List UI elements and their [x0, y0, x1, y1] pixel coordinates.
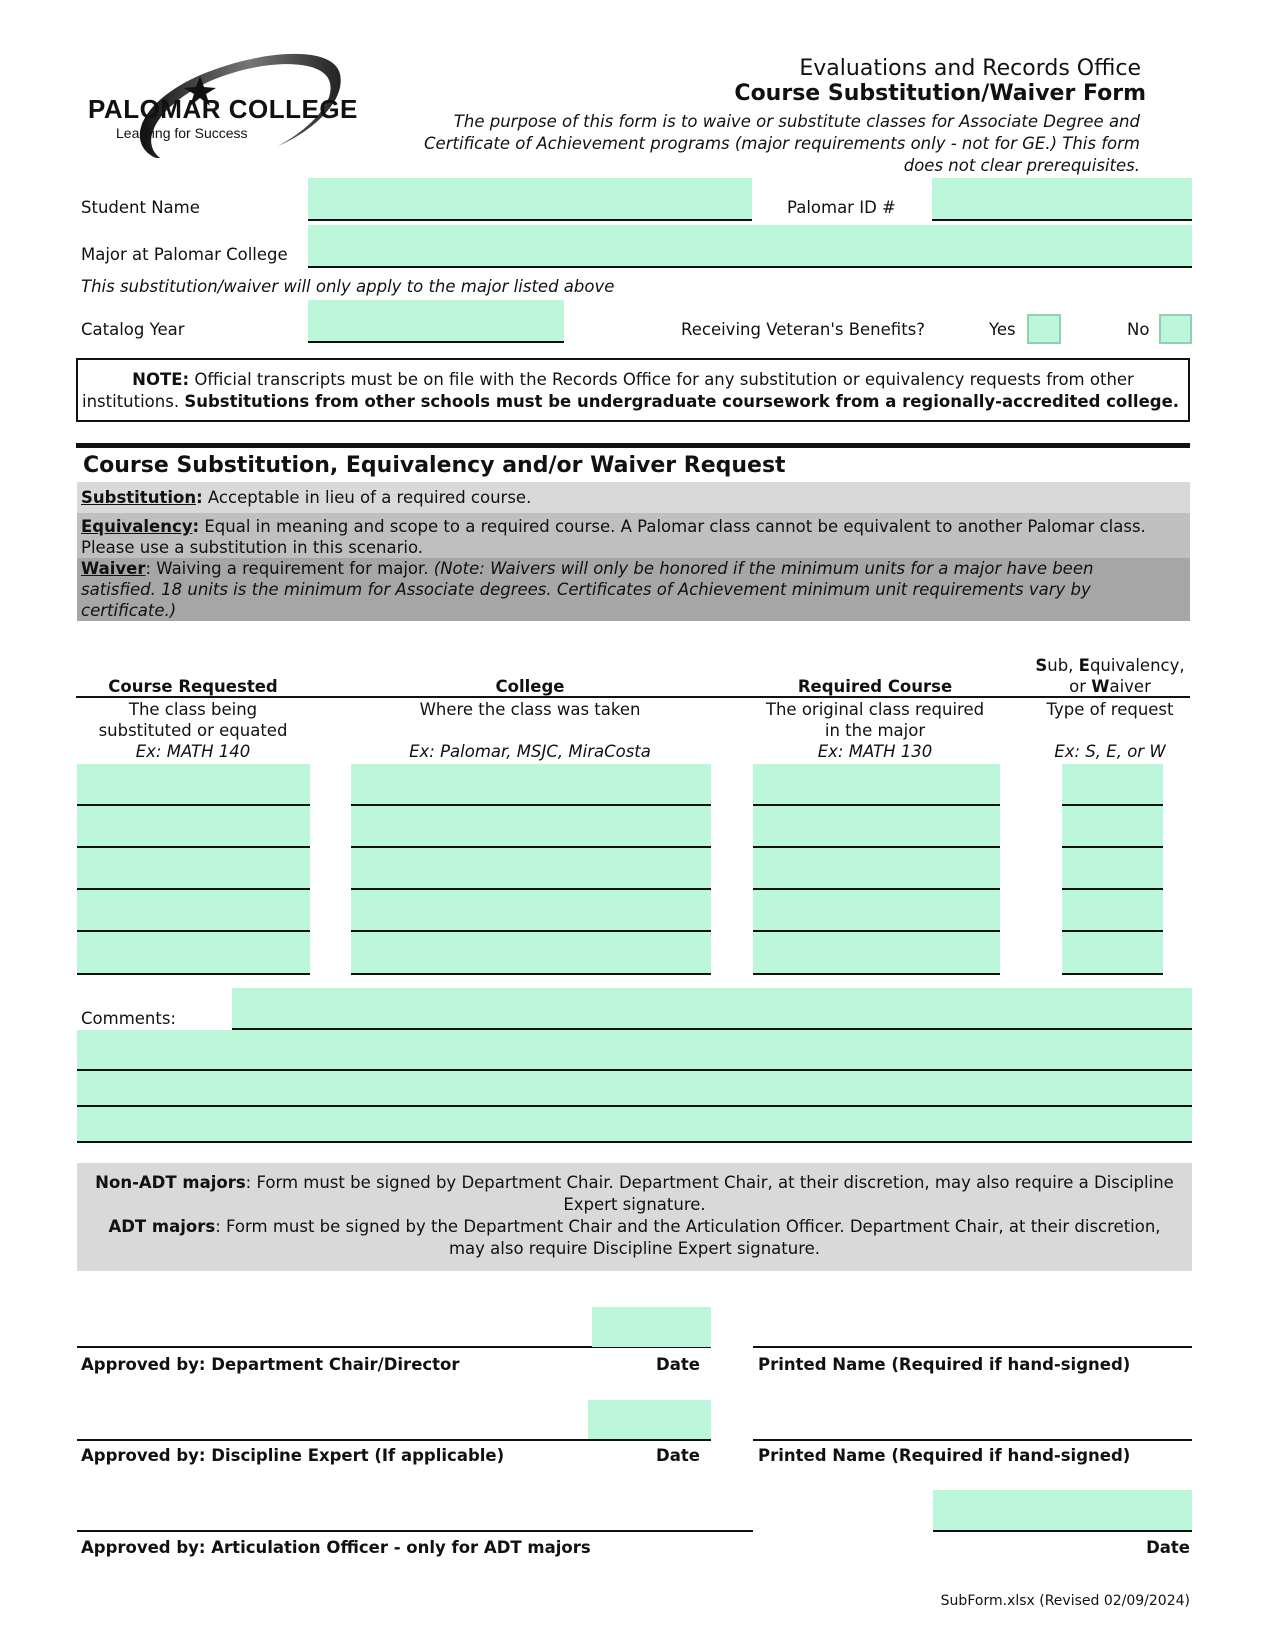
table-row-3 — [0, 848, 1274, 890]
veteran-no-label: No — [1127, 320, 1150, 339]
row-3-college-field[interactable] — [351, 848, 711, 890]
section-divider — [76, 443, 1190, 448]
table-row-2 — [0, 806, 1274, 848]
col-college-example: Ex: Palomar, MSJC, MiraCosta — [409, 742, 651, 761]
office-name: Evaluations and Records Office — [799, 56, 1141, 81]
equivalency-def-2: Please use a substitution in this scenario. — [81, 538, 423, 557]
equivalency-def-1: Equal in meaning and scope to a required course. A Palomar class cannot be equivalent to another Palomar class. — [199, 517, 1146, 536]
palomar-id-field[interactable] — [932, 178, 1192, 221]
articulation-signature-line[interactable] — [77, 1490, 753, 1532]
note-line-1 — [78, 369, 1188, 391]
chair-approval-label: Approved by: Department Chair/Director — [81, 1355, 460, 1374]
row-5-required-course-field[interactable] — [753, 932, 1000, 975]
equivalency-definition: Equivalency: Equal in meaning and scope to a required course. A Palomar class cannot be equivalent to another Palomar class. Please use a substitution in this scenario. — [77, 513, 1190, 558]
expert-printed-name-label: Printed Name (Required if hand-signed) — [758, 1446, 1131, 1465]
row-2-required-course-field[interactable] — [753, 806, 1000, 848]
purpose-line-1: The purpose of this form is to waive or substitute classes for Associate Degree and — [453, 112, 1140, 131]
col-required-course-header: Required Course — [797, 677, 953, 696]
note-bold-text: Substitutions from other schools must be undergraduate coursework from a regionally-accredited college. — [184, 392, 1180, 411]
college-logo — [88, 46, 408, 171]
col-request-type-header-2: or Waiver — [1069, 677, 1151, 696]
major-label: Major at Palomar College — [81, 245, 288, 264]
substitution-def: Acceptable in lieu of a required course. — [202, 488, 532, 507]
col-course-requested-desc-2: substituted or equated — [98, 721, 288, 740]
chair-date-label: Date — [656, 1355, 700, 1374]
substitution-term: Substitution — [81, 488, 197, 507]
col-required-course-example: Ex: MATH 130 — [817, 742, 933, 761]
signature-requirements-box — [77, 1163, 1192, 1271]
note-line-2 — [82, 391, 1179, 413]
table-row-5 — [0, 932, 1274, 975]
revision-footer: SubForm.xlsx (Revised 02/09/2024) — [940, 1593, 1190, 1609]
col-course-requested-desc-1: The class being — [128, 700, 258, 719]
transcript-note-box — [76, 358, 1190, 422]
catalog-year-label: Catalog Year — [81, 320, 185, 339]
adt-text-1: : Form must be signed by the Department Chair and the Articulation Officer. Department Chair, at their discretion, — [215, 1217, 1161, 1236]
chair-date-field[interactable] — [592, 1307, 711, 1347]
row-5-request-type-field[interactable] — [1062, 932, 1163, 975]
table-row-1 — [0, 764, 1274, 806]
waiver-note-1: (Note: Waivers will only be honored if the minimum units for a major have been — [433, 559, 1094, 578]
catalog-year-field[interactable] — [308, 300, 564, 343]
waiver-definition — [77, 558, 1190, 621]
row-4-required-course-field[interactable] — [753, 890, 1000, 932]
major-note: This substitution/waiver will only apply to the major listed above — [81, 277, 615, 296]
row-3-request-type-field[interactable] — [1062, 848, 1163, 890]
major-field[interactable] — [308, 225, 1192, 268]
chair-printed-name-label: Printed Name (Required if hand-signed) — [758, 1355, 1131, 1374]
col-required-course-desc-2: in the major — [824, 721, 926, 740]
adt-text-2: may also require Discipline Expert signature. — [448, 1239, 821, 1258]
row-1-required-course-field[interactable] — [753, 764, 1000, 806]
comments-line-2[interactable] — [77, 1030, 1192, 1071]
row-3-required-course-field[interactable] — [753, 848, 1000, 890]
non-adt-text-2: Expert signature. — [563, 1195, 706, 1214]
equivalency-term: Equivalency — [81, 517, 193, 536]
expert-printed-name-line[interactable] — [753, 1398, 1192, 1441]
row-5-course-requested-field[interactable] — [77, 932, 310, 975]
col-college-desc: Where the class was taken — [419, 700, 641, 719]
row-2-request-type-field[interactable] — [1062, 806, 1163, 848]
non-adt-text-1: : Form must be signed by Department Chair. Department Chair, at their discretion, may also require a Discipline — [245, 1173, 1174, 1192]
row-1-request-type-field[interactable] — [1062, 764, 1163, 806]
row-4-college-field[interactable] — [351, 890, 711, 932]
articulation-date-label: Date — [1146, 1538, 1190, 1557]
articulation-approval-label: Approved by: Articulation Officer - only for ADT majors — [81, 1538, 591, 1557]
student-name-label: Student Name — [81, 198, 200, 217]
purpose-line-3: does not clear prerequisites. — [903, 156, 1140, 175]
waiver-term: Waiver — [81, 559, 146, 578]
comments-line-4[interactable] — [77, 1107, 1192, 1143]
logo-college-name: PALOMAR COLLEGE — [88, 94, 358, 124]
veteran-yes-checkbox[interactable] — [1027, 314, 1061, 344]
veteran-yes-label: Yes — [989, 320, 1016, 339]
col-request-type-desc: Type of request — [1046, 700, 1174, 719]
note-text-1: Official transcripts must be on file with the Records Office for any substitution or equivalency requests from other — [189, 370, 1134, 389]
chair-printed-name-line[interactable] — [753, 1305, 1192, 1348]
waiver-def: : Waiving a requirement for major. — [145, 559, 434, 578]
col-course-requested-example: Ex: MATH 140 — [135, 742, 251, 761]
row-2-course-requested-field[interactable] — [77, 806, 310, 848]
non-adt-label: Non-ADT majors — [95, 1173, 246, 1192]
comments-line-3[interactable] — [77, 1071, 1192, 1107]
purpose-line-2: Certificate of Achievement programs (major requirements only - not for GE.) This form — [424, 134, 1140, 153]
col-course-requested-header: Course Requested — [108, 677, 278, 696]
palomar-id-label: Palomar ID # — [787, 198, 896, 217]
row-2-college-field[interactable] — [351, 806, 711, 848]
adt-label: ADT majors — [108, 1217, 216, 1236]
veteran-benefits-label: Receiving Veteran's Benefits? — [681, 320, 926, 339]
articulation-date-field[interactable] — [933, 1490, 1192, 1532]
col-request-type-example: Ex: S, E, or W — [1054, 742, 1166, 761]
table-row-4 — [0, 890, 1274, 932]
request-section-title: Course Substitution, Equivalency and/or Waiver Request — [83, 453, 786, 478]
col-request-type-header-1: Sub, Equivalency, — [1035, 656, 1185, 675]
expert-date-field[interactable] — [588, 1400, 711, 1439]
waiver-note-3: certificate.) — [81, 601, 177, 620]
row-4-request-type-field[interactable] — [1062, 890, 1163, 932]
comments-field[interactable] — [232, 988, 1192, 1030]
expert-date-label: Date — [656, 1446, 700, 1465]
waiver-note-2: satisfied. 18 units is the minimum for Associate degrees. Certificates of Achievement minimum unit requirements vary by — [81, 580, 1091, 599]
comments-label: Comments: — [81, 1009, 176, 1028]
col-required-course-desc-1: The original class required — [765, 700, 985, 719]
substitution-definition: Substitution: Acceptable in lieu of a required course. — [77, 482, 1190, 513]
form-title: Course Substitution/Waiver Form — [734, 81, 1146, 106]
col-college-header: College — [495, 677, 565, 696]
row-5-college-field[interactable] — [351, 932, 711, 975]
row-1-course-requested-field[interactable] — [77, 764, 310, 806]
veteran-no-checkbox[interactable] — [1159, 314, 1192, 344]
row-4-course-requested-field[interactable] — [77, 890, 310, 932]
expert-approval-label: Approved by: Discipline Expert (If applicable) — [81, 1446, 505, 1465]
student-name-field[interactable] — [308, 178, 752, 221]
logo-tagline: Learning for Success — [116, 125, 248, 141]
row-1-college-field[interactable] — [351, 764, 711, 806]
row-3-course-requested-field[interactable] — [77, 848, 310, 890]
note-label: NOTE: — [132, 370, 190, 389]
note-text-2: institutions. — [82, 392, 185, 411]
